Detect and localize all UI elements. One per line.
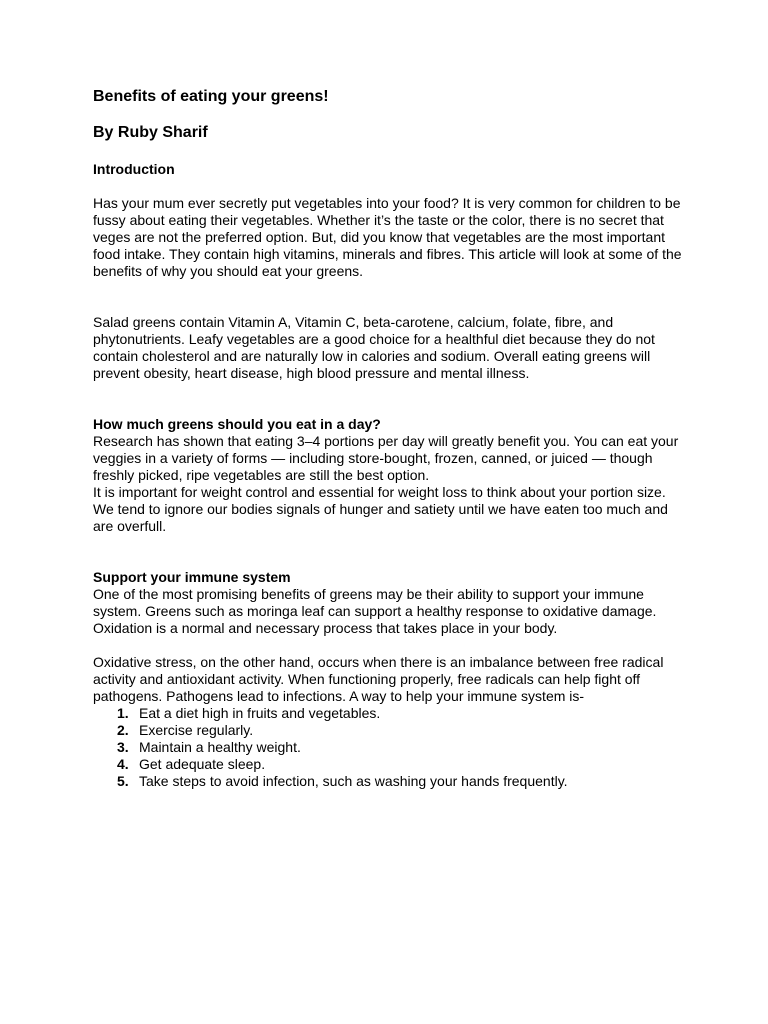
immune-paragraph: One of the most promising benefits of greens may be their ability to support your immune system. Greens such as moringa leaf can support a healthy response to oxidative damage. Oxidation is a normal and necessary process that takes place in your body. (93, 586, 657, 636)
list-item-text: Exercise regularly. (139, 722, 254, 738)
list-item (93, 705, 683, 722)
introduction-heading: Introduction (93, 161, 175, 177)
list-item-number: 1. (117, 705, 129, 721)
list-item (93, 773, 683, 790)
list-item-text: Maintain a healthy weight. (139, 739, 301, 755)
list-item (93, 722, 683, 739)
list-item-number: 5. (117, 773, 129, 789)
list-item-number: 2. (117, 722, 129, 738)
introduction-paragraph: Has your mum ever secretly put vegetables into your food? It is very common for children to be fussy about eating their vegetables. Whether it’s the taste or the color, there is no secret that veges are not the preferred option. But, did you know that vegetables are the most important food intake. They contain high vitamins, minerals and fibres. This article will look at some of the benefits of why you should eat your greens. (93, 195, 682, 279)
portions-paragraph: Research has shown that eating 3–4 portions per day will greatly benefit you. You can eat your veggies in a variety of forms — including store-bought, frozen, canned, or juiced — though freshly picked, ripe vegetables are still the best option. (93, 433, 679, 483)
salad-greens-paragraph: Salad greens contain Vitamin A, Vitamin C, beta-carotene, calcium, folate, fibre, and phytonutrients. Leafy vegetables are a good choice for a healthful diet because they do not contain cholesterol and are naturally low in calories and sodium. Overall eating greens will prevent obesity, heart disease, high blood pressure and mental illness. (93, 314, 655, 381)
list-item-text: Eat a diet high in fruits and vegetables. (139, 705, 381, 721)
list-item-number: 3. (117, 739, 129, 755)
portion-size-paragraph: It is important for weight control and essential for weight loss to think about your portion size. We tend to ignore our bodies signals of hunger and satiety until we have eaten too much and are overfull. (93, 484, 668, 534)
list-item-number: 4. (117, 756, 129, 772)
list-item-text: Take steps to avoid infection, such as washing your hands frequently. (139, 773, 568, 789)
list-item-text: Get adequate sleep. (139, 756, 266, 772)
document-page (93, 87, 683, 790)
page-title: Benefits of eating your greens! (93, 88, 329, 105)
author-byline: By Ruby Sharif (93, 124, 208, 141)
oxidative-stress-paragraph: Oxidative stress, on the other hand, occurs when there is an imbalance between free radical activity and antioxidant activity. When functioning properly, free radicals can help fight off pathogens. Pathogens lead to infections. A way to help your immune system is- (93, 654, 664, 704)
list-item (93, 739, 683, 756)
immune-steps-list (93, 705, 683, 790)
how-much-heading: How much greens should you eat in a day? (93, 416, 381, 432)
immune-system-heading: Support your immune system (93, 569, 291, 585)
list-item (93, 756, 683, 773)
